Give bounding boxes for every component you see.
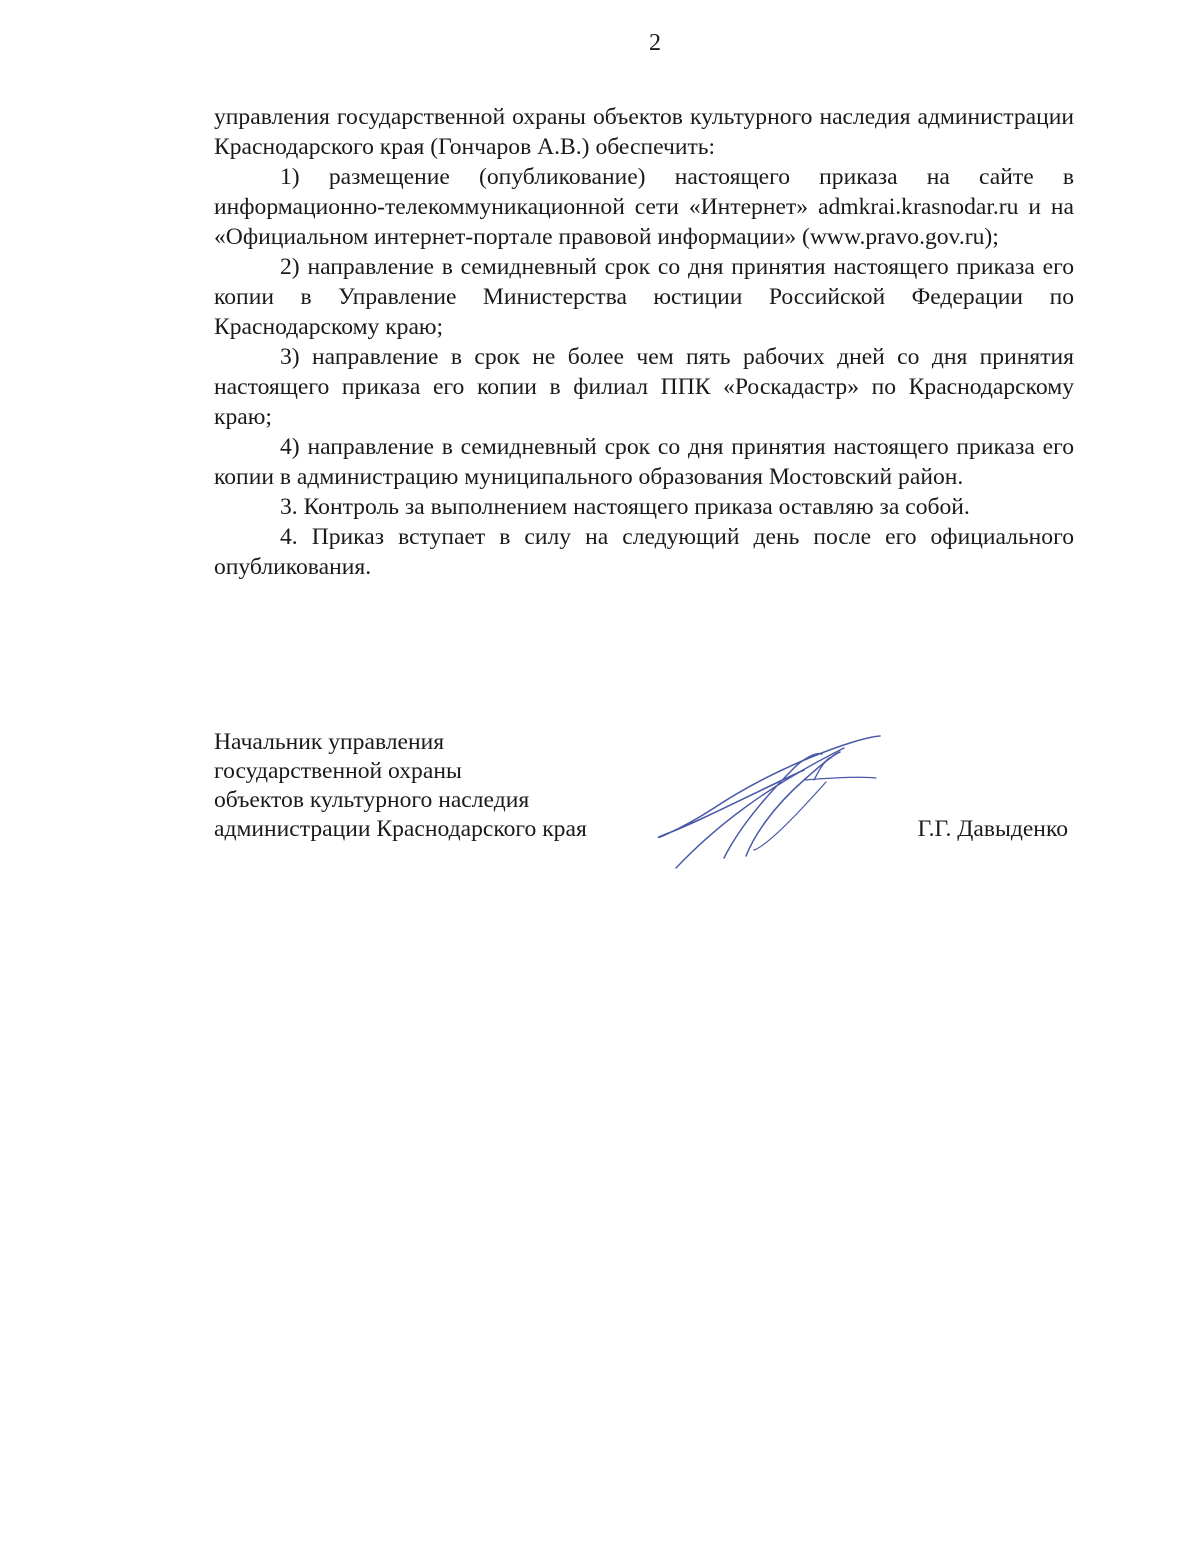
paragraph-item-3: 3) направление в срок не более чем пять рабочих дней со дня принятия настоящего приказа его копии в филиал ППК «Роскадастр» по Краснодарскому краю; xyxy=(214,344,1074,430)
paragraph-clause-3: 3. Контроль за выполнением настоящего приказа оставляю за собой. xyxy=(280,494,970,520)
signatory-title-line: Начальник управления xyxy=(214,729,445,755)
signature-block xyxy=(214,728,1074,888)
paragraph-intro: управления государственной охраны объектов культурного наследия администрации Краснодарского края (Гончаров А.В.) обеспечить: xyxy=(214,104,1074,160)
paragraph-item-1: 1) размещение (опубликование) настоящего приказа на сайте в информационно-телекоммуникационной сети «Интернет» admkrai.krasnodar.ru и на «Официальном интернет-портале правовой информации» (www.pravo.gov.ru); xyxy=(214,164,1074,250)
page-number: 2 xyxy=(649,30,661,56)
signatory-title-line: администрации Краснодарского края xyxy=(214,816,587,842)
document-body xyxy=(214,102,1074,582)
handwritten-signature-icon xyxy=(654,728,894,878)
paragraph-item-4: 4) направление в семидневный срок со дня принятия настоящего приказа его копии в администрацию муниципального образования Мостовский район. xyxy=(214,434,1074,490)
signatory-title-line: объектов культурного наследия xyxy=(214,787,530,813)
signatory-name: Г.Г. Давыденко xyxy=(917,816,1068,842)
signatory-title-line: государственной охраны xyxy=(214,758,462,784)
signatory-title xyxy=(214,728,587,844)
paragraph-item-2: 2) направление в семидневный срок со дня принятия настоящего приказа его копии в Управление Министерства юстиции Российской Федерации по Краснодарскому краю; xyxy=(214,254,1074,340)
paragraph-clause-4: 4. Приказ вступает в силу на следующий день после его официального опубликования. xyxy=(214,524,1074,580)
